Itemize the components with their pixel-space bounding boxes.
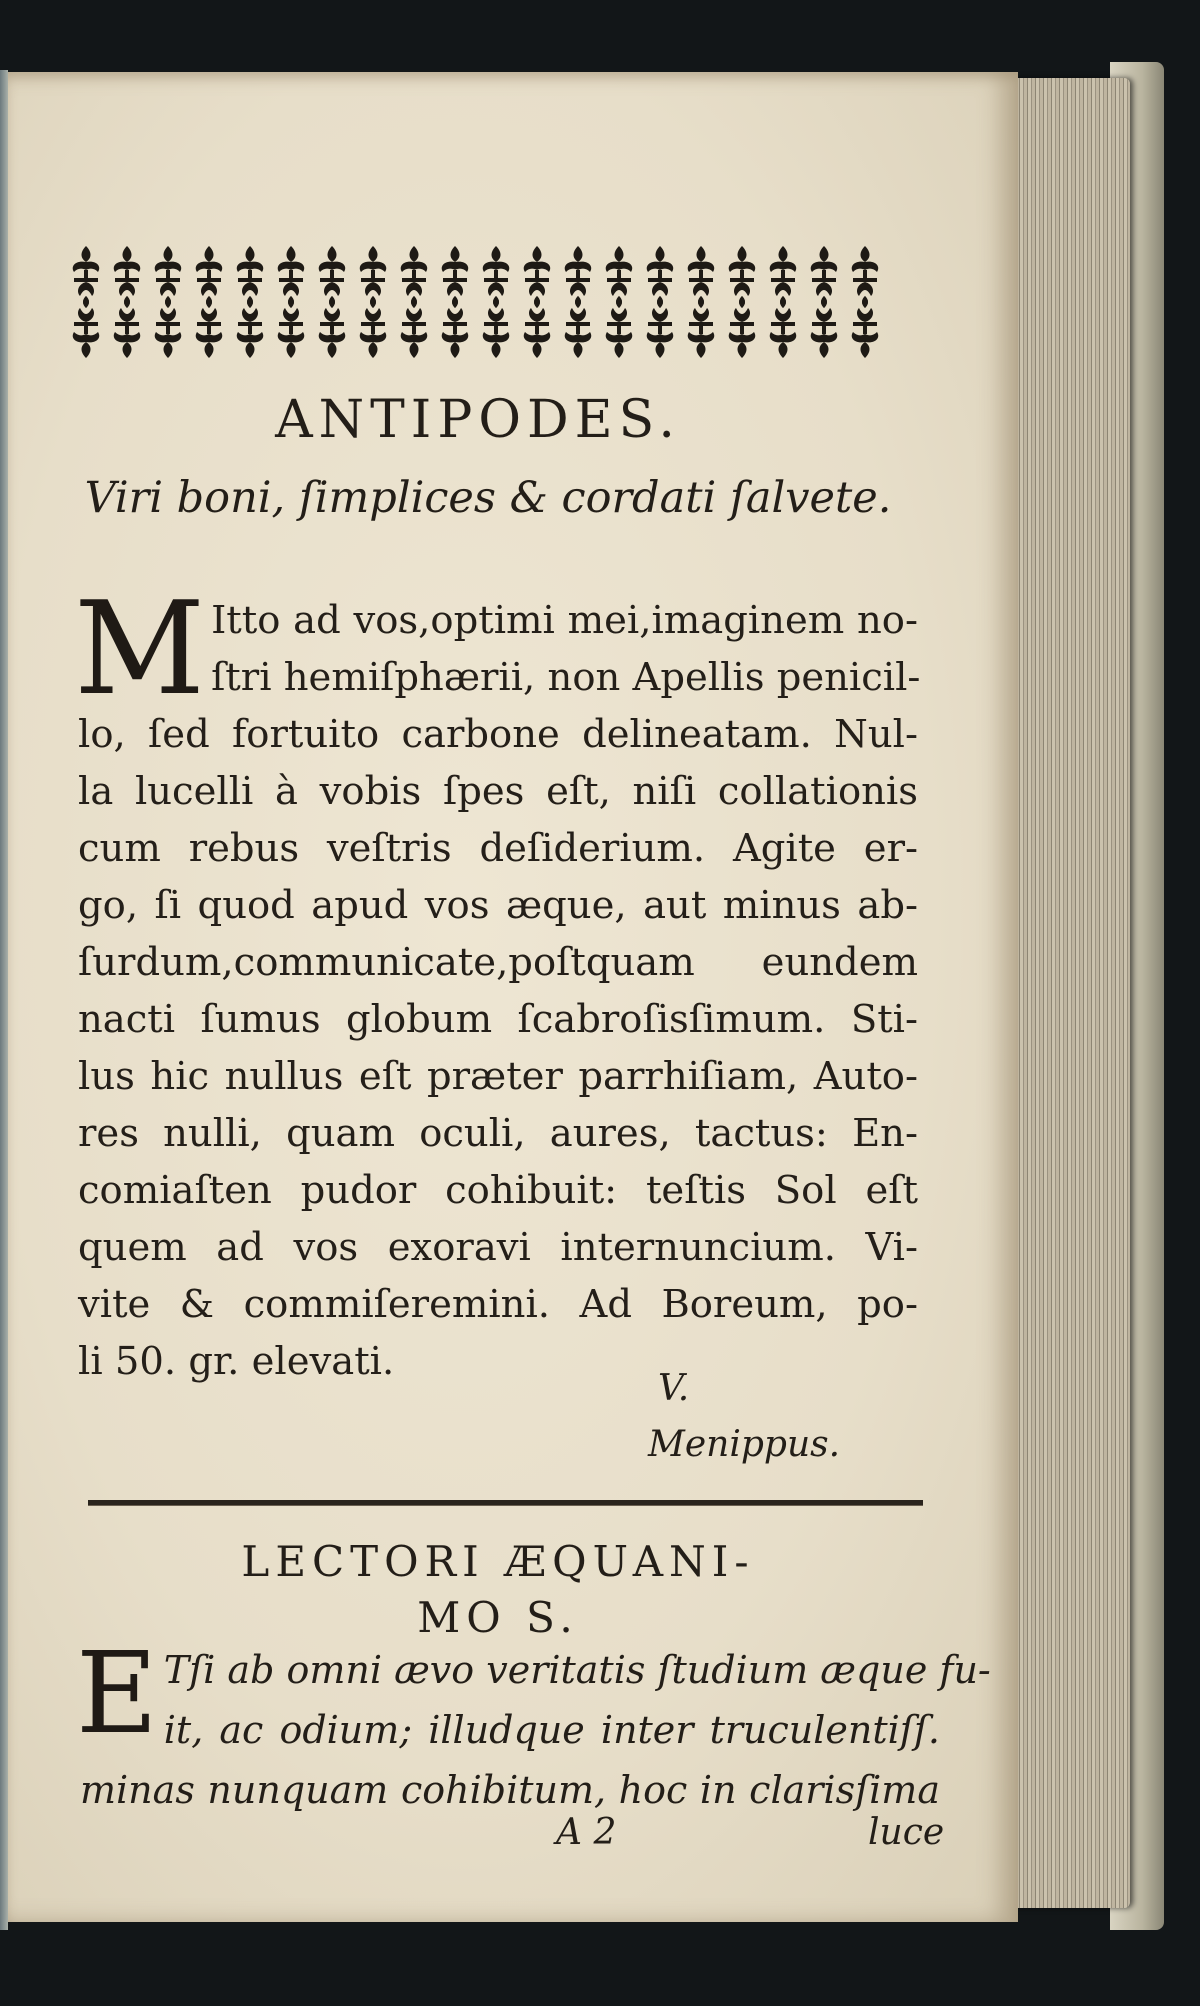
text-line: go, ſi quod apud vos æque, aut minus ab- <box>78 883 918 928</box>
text-line: li 50. gr. elevati. <box>78 1339 395 1384</box>
text-line: quem ad vos exoravi internuncium. Vi- <box>78 1225 918 1270</box>
text-line: it, ac odium; illudque inter truculentiſſ. <box>163 1708 940 1752</box>
drop-capital-e: E <box>76 1629 158 1759</box>
text-line: comiaſten pudor cohibuit: teſtis Sol eſt <box>78 1168 918 1213</box>
horizontal-rule <box>88 1500 923 1506</box>
page-title-antipodes: ANTIPODES. <box>275 390 681 450</box>
second-paragraph <box>76 1629 991 1820</box>
signature-initial: V. <box>658 1368 690 1409</box>
section-title-line-2: MO S. <box>417 1593 579 1642</box>
section-title-line-1: LECTORI ÆQUANI- <box>241 1537 755 1586</box>
text-line: ſurdum,communicate,poſtquam eundem <box>78 940 918 985</box>
fleuron-ornament-band <box>66 242 896 362</box>
text-line: res nulli, quam oculi, aures, tactus: En- <box>78 1111 918 1156</box>
page-stack-edges <box>1000 78 1130 1908</box>
catchword: luce <box>868 1812 945 1853</box>
text-line: ſtri hemiſphærii, non Apellis penicil- <box>211 655 921 700</box>
text-line: cum rebus veſtris deſiderium. Agite er- <box>78 826 918 871</box>
text-line: vite & commiſeremini. Ad Boreum, po- <box>78 1282 918 1327</box>
text-line: Itto ad vos,optimi mei,imaginem no- <box>211 598 918 643</box>
main-paragraph <box>74 575 921 1390</box>
signature-name: Menippus. <box>648 1424 841 1465</box>
text-line: minas nunquam cohibitum, hoc in clarisſima <box>80 1768 940 1812</box>
text-line: Tſi ab omni ævo veritatis ſtudium æque fu- <box>163 1648 991 1692</box>
text-line: lus hic nullus eſt præter parrhiſiam, Auto- <box>78 1054 918 1099</box>
salutation-subtitle: Viri boni, ſimplices & cordati ſalvete. <box>84 473 892 523</box>
text-line: nacti ſumus globum ſcabroſisſimum. Sti- <box>78 997 918 1042</box>
text-line: la lucelli à vobis ſpes eſt, niſi collationis <box>78 769 918 814</box>
section-title-lectori <box>88 1534 908 1646</box>
book-page <box>8 72 1018 1922</box>
previous-leaf-edge <box>0 70 8 1930</box>
text-line: lo, ſed fortuito carbone delineatam. Nul- <box>78 712 918 757</box>
signature-mark: A 2 <box>556 1812 617 1853</box>
drop-capital-m: M <box>74 575 206 724</box>
